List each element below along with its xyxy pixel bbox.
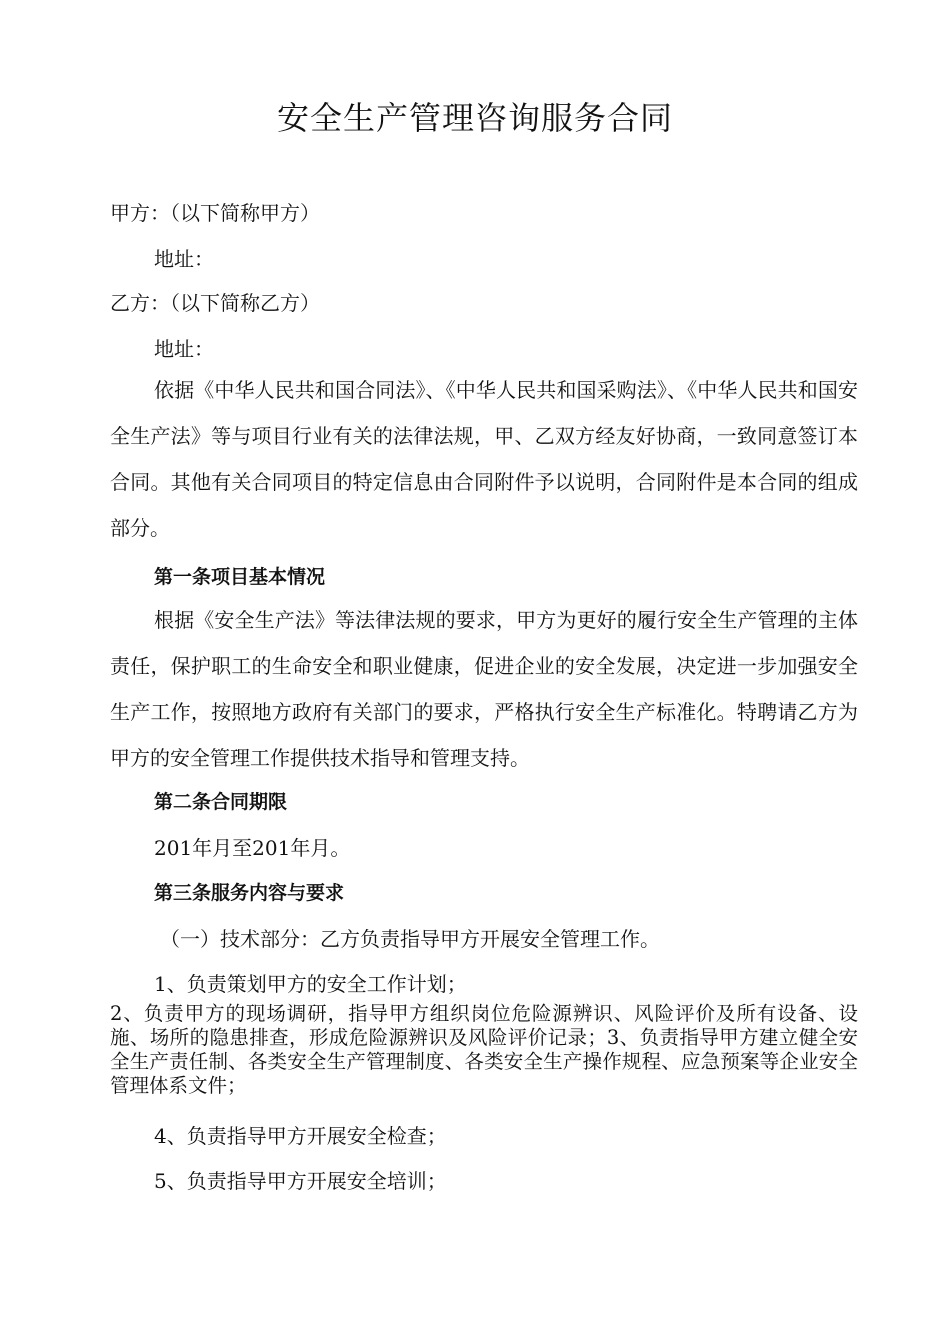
article3-heading: 第三条服务内容与要求 xyxy=(154,882,345,904)
preamble-paragraph: 依据《中华人民共和国合同法》、《中华人民共和国采购法》、《中华人民共和国安全生产法》等与项目行业有关的法律法规，甲、乙双方经友好协商，一致同意签订本合同。其他有关合同项目的特定信息由合同附件予以说明，合同附件是本合同的组成部分。 xyxy=(110,378,858,540)
article2-paragraph: 201年月至201年月。 xyxy=(154,836,351,860)
party-b-line: 乙方：（以下简称乙方） xyxy=(110,291,320,315)
article1-paragraph: 根据《安全生产法》等法律法规的要求，甲方为更好的履行安全生产管理的主体责任，保护职工的生命安全和职业健康，促进企业的安全发展，决定进一步加强安全生产工作，按照地方政府有关部门的要求，严格执行安全生产标准化。特聘请乙方为甲方的安全管理工作提供技术指导和管理支持。 xyxy=(110,608,858,770)
party-a-line: 甲方：（以下简称甲方） xyxy=(110,201,320,225)
item-1: 1、负责策划甲方的安全工作计划； xyxy=(154,972,467,996)
article1-heading: 第一条项目基本情况 xyxy=(154,566,326,588)
party-b-address: 地址： xyxy=(154,337,214,361)
item-2-3-paragraph: 2、负责甲方的现场调研，指导甲方组织岗位危险源辨识、风险评价及所有设备、设施、场所的隐患排查，形成危险源辨识及风险评价记录；3、负责指导甲方建立健全安全生产责任制、各类安全生产管理制度、各类安全生产操作规程、应急预案等企业安全管理体系文件； xyxy=(110,1002,858,1097)
item-5: 5、负责指导甲方开展安全培训； xyxy=(154,1169,447,1193)
party-a-address: 地址： xyxy=(154,247,214,271)
item-4: 4、负责指导甲方开展安全检查； xyxy=(154,1124,447,1148)
document-title: 安全生产管理咨询服务合同 xyxy=(276,99,673,137)
tech-part-line: （一）技术部分：乙方负责指导甲方开展安全管理工作。 xyxy=(160,927,660,951)
article2-heading: 第二条合同期限 xyxy=(154,791,288,813)
